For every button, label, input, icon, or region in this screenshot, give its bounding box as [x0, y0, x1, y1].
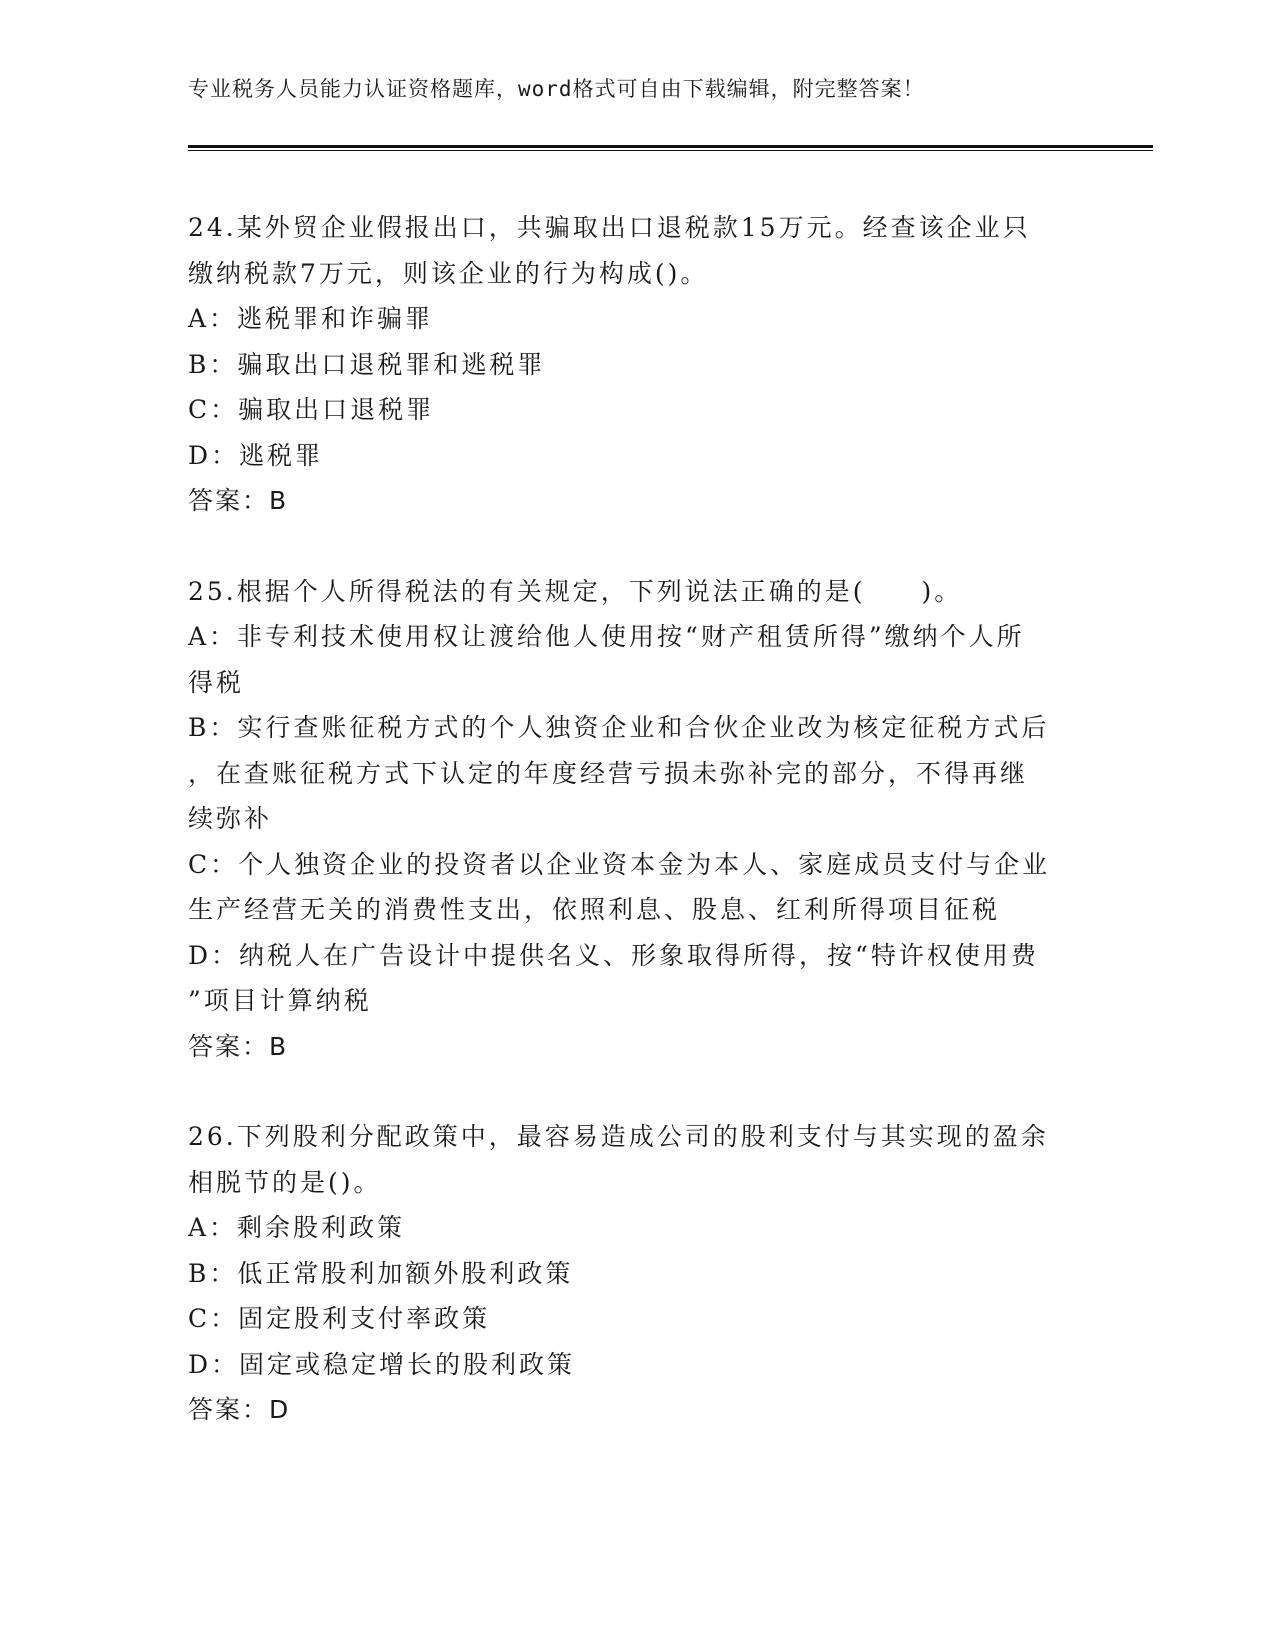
option-c-line: C：个人独资企业的投资者以企业资本金为本人、家庭成员支付与企业 — [188, 849, 1051, 879]
option-a: A：逃税罪和诈骗罪 — [188, 304, 434, 333]
page-header: 专业税务人员能力认证资格题库，word格式可自由下载编辑，附完整答案！ — [188, 77, 925, 101]
question-stem-line: 26.下列股利分配政策中，最容易造成公司的股利支付与其实现的盈余 — [188, 1122, 1049, 1151]
option-c: C：固定股利支付率政策 — [188, 1304, 491, 1333]
question-25 — [188, 569, 1088, 1070]
option-d-line: ”项目计算纳税 — [188, 986, 372, 1015]
question-24 — [188, 205, 1088, 524]
question-stem-line: 25.根据个人所得税法的有关规定，下列说法正确的是( )。 — [188, 576, 963, 606]
question-stem-line: 相脱节的是()。 — [188, 1167, 382, 1197]
option-b-line: 续弥补 — [188, 804, 273, 833]
option-c-line: 生产经营无关的消费性支出，依照利息、股息、红利所得项目征税 — [188, 895, 1001, 924]
header-rule-thick — [188, 145, 1153, 148]
option-d-line: D：纳税人在广告设计中提供名义、形象取得所得，按“特许权使用费 — [188, 940, 1039, 970]
option-b: B：低正常股利加额外股利政策 — [188, 1258, 574, 1288]
question-list — [188, 205, 1088, 1478]
option-b-line: ，在查账征税方式下认定的年度经营亏损未弥补完的部分，不得再继 — [188, 758, 1029, 788]
option-b-line: B：实行查账征税方式的个人独资企业和合伙企业改为核定征税方式后 — [188, 713, 1050, 742]
question-stem-line: 24.某外贸企业假报出口，共骗取出口退税款15万元。经查该企业只 — [188, 213, 1031, 242]
answer-line: 答案：B — [188, 1031, 289, 1061]
option-a: A：剩余股利政策 — [188, 1213, 406, 1242]
answer-line: 答案：B — [188, 486, 289, 515]
answer-line: 答案：D — [188, 1395, 291, 1424]
option-d: D：逃税罪 — [188, 440, 324, 470]
option-a-line: 得税 — [188, 667, 245, 697]
option-b: B：骗取出口退税罪和逃税罪 — [188, 349, 546, 379]
question-26 — [188, 1114, 1088, 1433]
option-d: D：固定或稳定增长的股利政策 — [188, 1349, 576, 1379]
question-stem-line: 缴纳税款7万元，则该企业的行为构成()。 — [188, 258, 709, 288]
header-rule-thin — [188, 150, 1153, 151]
option-c: C：骗取出口退税罪 — [188, 395, 435, 424]
option-a-line: A：非专利技术使用权让渡给他人使用按“财产租赁所得”缴纳个人所 — [188, 622, 1025, 651]
